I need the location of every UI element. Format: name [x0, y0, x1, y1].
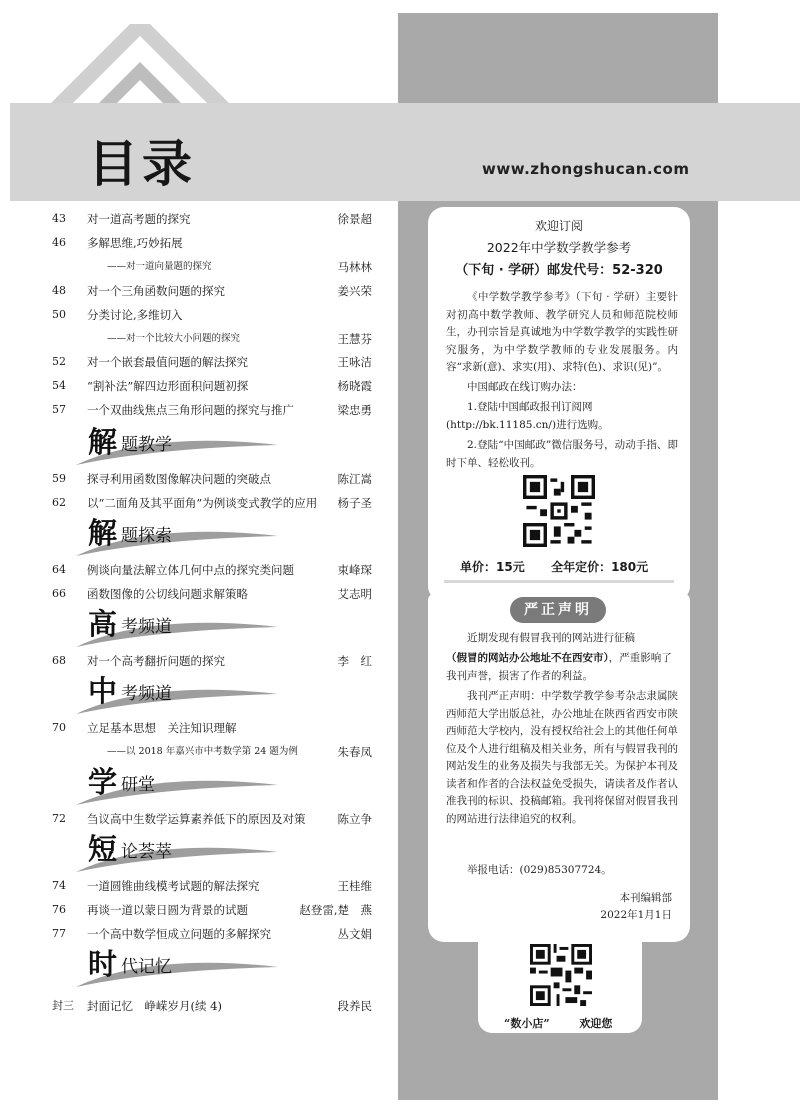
- shop-box: [478, 938, 642, 1033]
- section-banner-duanlun-huicui: [72, 832, 282, 874]
- subscription-heading: 欢迎订阅: [534, 219, 583, 233]
- subscription-journal: 2022年中学数学教学参考: [486, 240, 632, 255]
- toc-entry[interactable]: [52, 306, 372, 324]
- toc-title: 分类讨论,多维切入: [87, 308, 183, 322]
- price-info: [460, 558, 648, 575]
- shop-welcome: 欢迎您: [579, 1017, 613, 1030]
- toc-author: 李 红: [337, 654, 372, 668]
- toc-page: 46: [52, 236, 66, 249]
- toc-title: 多解思维,巧妙拓展: [87, 236, 183, 250]
- section-name: 考频道: [121, 684, 172, 704]
- subscription-postal-code: （下旬 · 学研）邮发代号：52-320: [455, 263, 663, 278]
- toc-author: 王咏洁: [337, 355, 372, 369]
- section-initial: 解: [88, 516, 118, 550]
- section-name: 研堂: [121, 775, 155, 795]
- declaration-p1c: ，严重影响了我刊声誉，损害了作者的利益。: [446, 652, 672, 682]
- section-initial: 短: [88, 832, 118, 866]
- price-unit: 单价：15元: [460, 560, 525, 574]
- wechat-qr-code[interactable]: [523, 475, 595, 547]
- toc-entry[interactable]: [52, 652, 372, 670]
- toc-page: 52: [52, 355, 66, 368]
- section-banner-jieti-tansuo: [72, 516, 282, 558]
- toc-subtitle: ——以 2018 年嘉兴市中考数学第 24 题为例: [107, 746, 298, 757]
- toc-title: 函数图像的公切线问题求解策略: [87, 587, 248, 601]
- report-phone: 举报电话：(029)85307724。: [467, 864, 612, 876]
- toc-page: 66: [52, 587, 66, 600]
- order-method-2: 2.登陆“中国邮政”微信服务号，动动手指、即时下单、轻松收刊。: [446, 439, 678, 469]
- section-banner-xueyantang: [72, 765, 282, 807]
- toc-title: 对一个高考翻折问题的探究: [87, 654, 225, 668]
- toc-entry[interactable]: [52, 401, 372, 419]
- section-initial: 学: [88, 765, 118, 799]
- toc-title: 一个高中数学恒成立问题的多解探究: [87, 927, 271, 941]
- toc-entry[interactable]: [52, 282, 372, 300]
- declaration-p1-wrap: [446, 650, 678, 685]
- toc-page: 74: [52, 879, 66, 892]
- declaration-box: [428, 594, 690, 942]
- section-initial: 解: [88, 425, 118, 459]
- toc-entry[interactable]: [52, 377, 372, 395]
- toc-page: 54: [52, 379, 66, 392]
- section-name: 论荟萃: [121, 842, 172, 862]
- page-title: 目录: [88, 135, 196, 193]
- toc-title: 一个双曲线焦点三角形问题的探究与推广: [87, 403, 294, 417]
- toc-page: 64: [52, 563, 66, 576]
- toc-entry[interactable]: [52, 585, 372, 603]
- toc-entry[interactable]: [52, 925, 372, 943]
- section-name: 题教学: [121, 435, 172, 455]
- editor-signature: 本刊编辑部: [619, 892, 672, 904]
- toc-subtitle-entry[interactable]: [52, 331, 372, 347]
- roof-decoration: [40, 20, 240, 104]
- toc-author: 朱春凤: [337, 745, 372, 759]
- toc-author: 陈江嵩: [337, 472, 372, 486]
- toc-title: 探寻利用函数图像解决问题的突破点: [87, 472, 271, 486]
- toc-entry[interactable]: [52, 561, 372, 579]
- toc-title: 对一个三角函数问题的探究: [87, 284, 225, 298]
- toc-entry[interactable]: [52, 997, 372, 1015]
- toc-author: 束峰琛: [337, 563, 372, 577]
- declaration-p1b: （假冒的网站办公地址不在西安市）: [446, 652, 609, 664]
- toc-author: 丛文娟: [337, 927, 372, 941]
- toc-title: 封面记忆 峥嵘岁月(续 4): [87, 999, 222, 1013]
- toc-entry[interactable]: [52, 353, 372, 371]
- toc-page: 43: [52, 212, 66, 225]
- order-method-1a: 1.登陆中国邮政报刊订阅网: [467, 401, 593, 413]
- section-banner-gaokao-pindao: [72, 607, 282, 649]
- toc-entry[interactable]: [52, 494, 372, 512]
- toc-author: 陈立争: [337, 812, 372, 826]
- section-initial: 高: [88, 607, 118, 641]
- toc-page: 封三: [52, 999, 74, 1012]
- shop-qr-code[interactable]: [530, 944, 592, 1006]
- toc-title: 以“二面角及其平面角”为例谈变式教学的应用: [87, 496, 318, 510]
- order-method-1b[interactable]: (http://bk.11185.cn/)进行选购。: [446, 419, 609, 431]
- toc-author: 马林林: [337, 260, 372, 274]
- toc-title: “割补法”解四边形面积问题初探: [87, 379, 249, 393]
- section-name: 考频道: [121, 617, 172, 637]
- subscription-intro: 《中学数学教学参考》（下旬 · 学研）主要针对初高中数学教师、教学研究人员和师范院校师生，办刊宗旨是真诚地为中学数学教学的实践性研究服务，为中学数学教师的专业发展服务。内容“求新(意)、求实(用)、求特(色)、求识(见)”。: [446, 291, 678, 373]
- toc-entry[interactable]: [52, 210, 372, 228]
- toc-title: 立足基本思想 关注知识理解: [87, 721, 237, 735]
- toc-entry[interactable]: [52, 234, 372, 252]
- toc-page: 77: [52, 927, 66, 940]
- section-banner-jieti-jiaoxue: [72, 425, 282, 467]
- declaration-date: 2022年1月1日: [600, 909, 672, 921]
- shop-label: [504, 1015, 612, 1031]
- toc-title: 一道圆锥曲线模考试题的解法探究: [87, 879, 260, 893]
- toc-author: 王慧芬: [337, 332, 372, 346]
- toc-author: 徐景超: [337, 212, 372, 226]
- toc-title: 对一个嵌套最值问题的解法探究: [87, 355, 248, 369]
- declaration-badge: 严正声明: [510, 597, 606, 623]
- toc-subtitle: ——对一个比较大小问题的探究: [107, 333, 241, 344]
- toc-author: 梁忠勇: [337, 403, 372, 417]
- toc-subtitle-entry[interactable]: [52, 744, 372, 760]
- toc-page: 57: [52, 403, 66, 416]
- toc-title: 对一道高考题的探究: [87, 212, 191, 226]
- toc-title: 再谈一道以蒙日圆为背景的试题: [87, 903, 248, 917]
- toc-author: 赵登雷,楚 燕: [299, 903, 372, 917]
- declaration-p1a: 近期发现有假冒我刊的网站进行征稿: [467, 632, 635, 644]
- toc-page: 59: [52, 472, 66, 485]
- toc-entry[interactable]: [52, 719, 372, 737]
- toc-page: 76: [52, 903, 66, 916]
- toc-title: 刍议高中生数学运算素养低下的原因及对策: [87, 812, 306, 826]
- toc-author: 王桂维: [337, 879, 372, 893]
- section-name: 题探索: [121, 526, 172, 546]
- section-banner-zhongkao-pindao: [72, 674, 282, 716]
- section-name: 代记忆: [121, 957, 172, 977]
- declaration-p2: 我刊严正声明：中学数学教学参考杂志隶属陕西师范大学出版总社，办公地址在陕西省西安市陕西师范大学校内，没有授权给社会上的其他任何单位及个人进行组稿及相关业务，所有与假冒我刊的网站发生的业务及损失与我部无关。为保护本刊及读者和作者的合法权益免受损失，请读者及作者认准我刊的标识、投稿邮箱。我刊将保留对假冒我刊的网站进行法律追究的权利。: [446, 690, 678, 825]
- order-method-title: 中国邮政在线订购办法：: [467, 381, 583, 393]
- toc-page: 50: [52, 308, 66, 321]
- toc-author: 姜兴荣: [337, 284, 372, 298]
- toc-page: 62: [52, 496, 66, 509]
- divider: [444, 580, 674, 583]
- toc-author: 段养民: [337, 999, 372, 1013]
- toc-page: 72: [52, 812, 66, 825]
- toc-entry[interactable]: [52, 901, 372, 919]
- shop-name: “数小店”: [504, 1017, 550, 1030]
- section-initial: 时: [88, 947, 118, 981]
- subscription-box: [428, 207, 690, 602]
- toc-page: 70: [52, 721, 66, 734]
- toc-entry[interactable]: [52, 470, 372, 488]
- toc-author: 杨晓霞: [337, 379, 372, 393]
- toc-page: 68: [52, 654, 66, 667]
- website-url: www.zhongshucan.com: [482, 160, 690, 178]
- toc-title: 例谈向量法解立体几何中点的探究类问题: [87, 563, 294, 577]
- section-initial: 中: [88, 674, 118, 708]
- price-year: 全年定价：180元: [551, 560, 649, 574]
- toc-author: 艾志明: [337, 587, 372, 601]
- toc-page: 48: [52, 284, 66, 297]
- toc-author: 杨子圣: [337, 496, 372, 510]
- toc-entry[interactable]: [52, 810, 372, 828]
- toc-entry[interactable]: [52, 877, 372, 895]
- toc-subtitle: ——对一道向量题的探究: [107, 261, 212, 272]
- toc-subtitle-entry[interactable]: [52, 259, 372, 275]
- section-banner-shidai-jiyi: [72, 947, 282, 989]
